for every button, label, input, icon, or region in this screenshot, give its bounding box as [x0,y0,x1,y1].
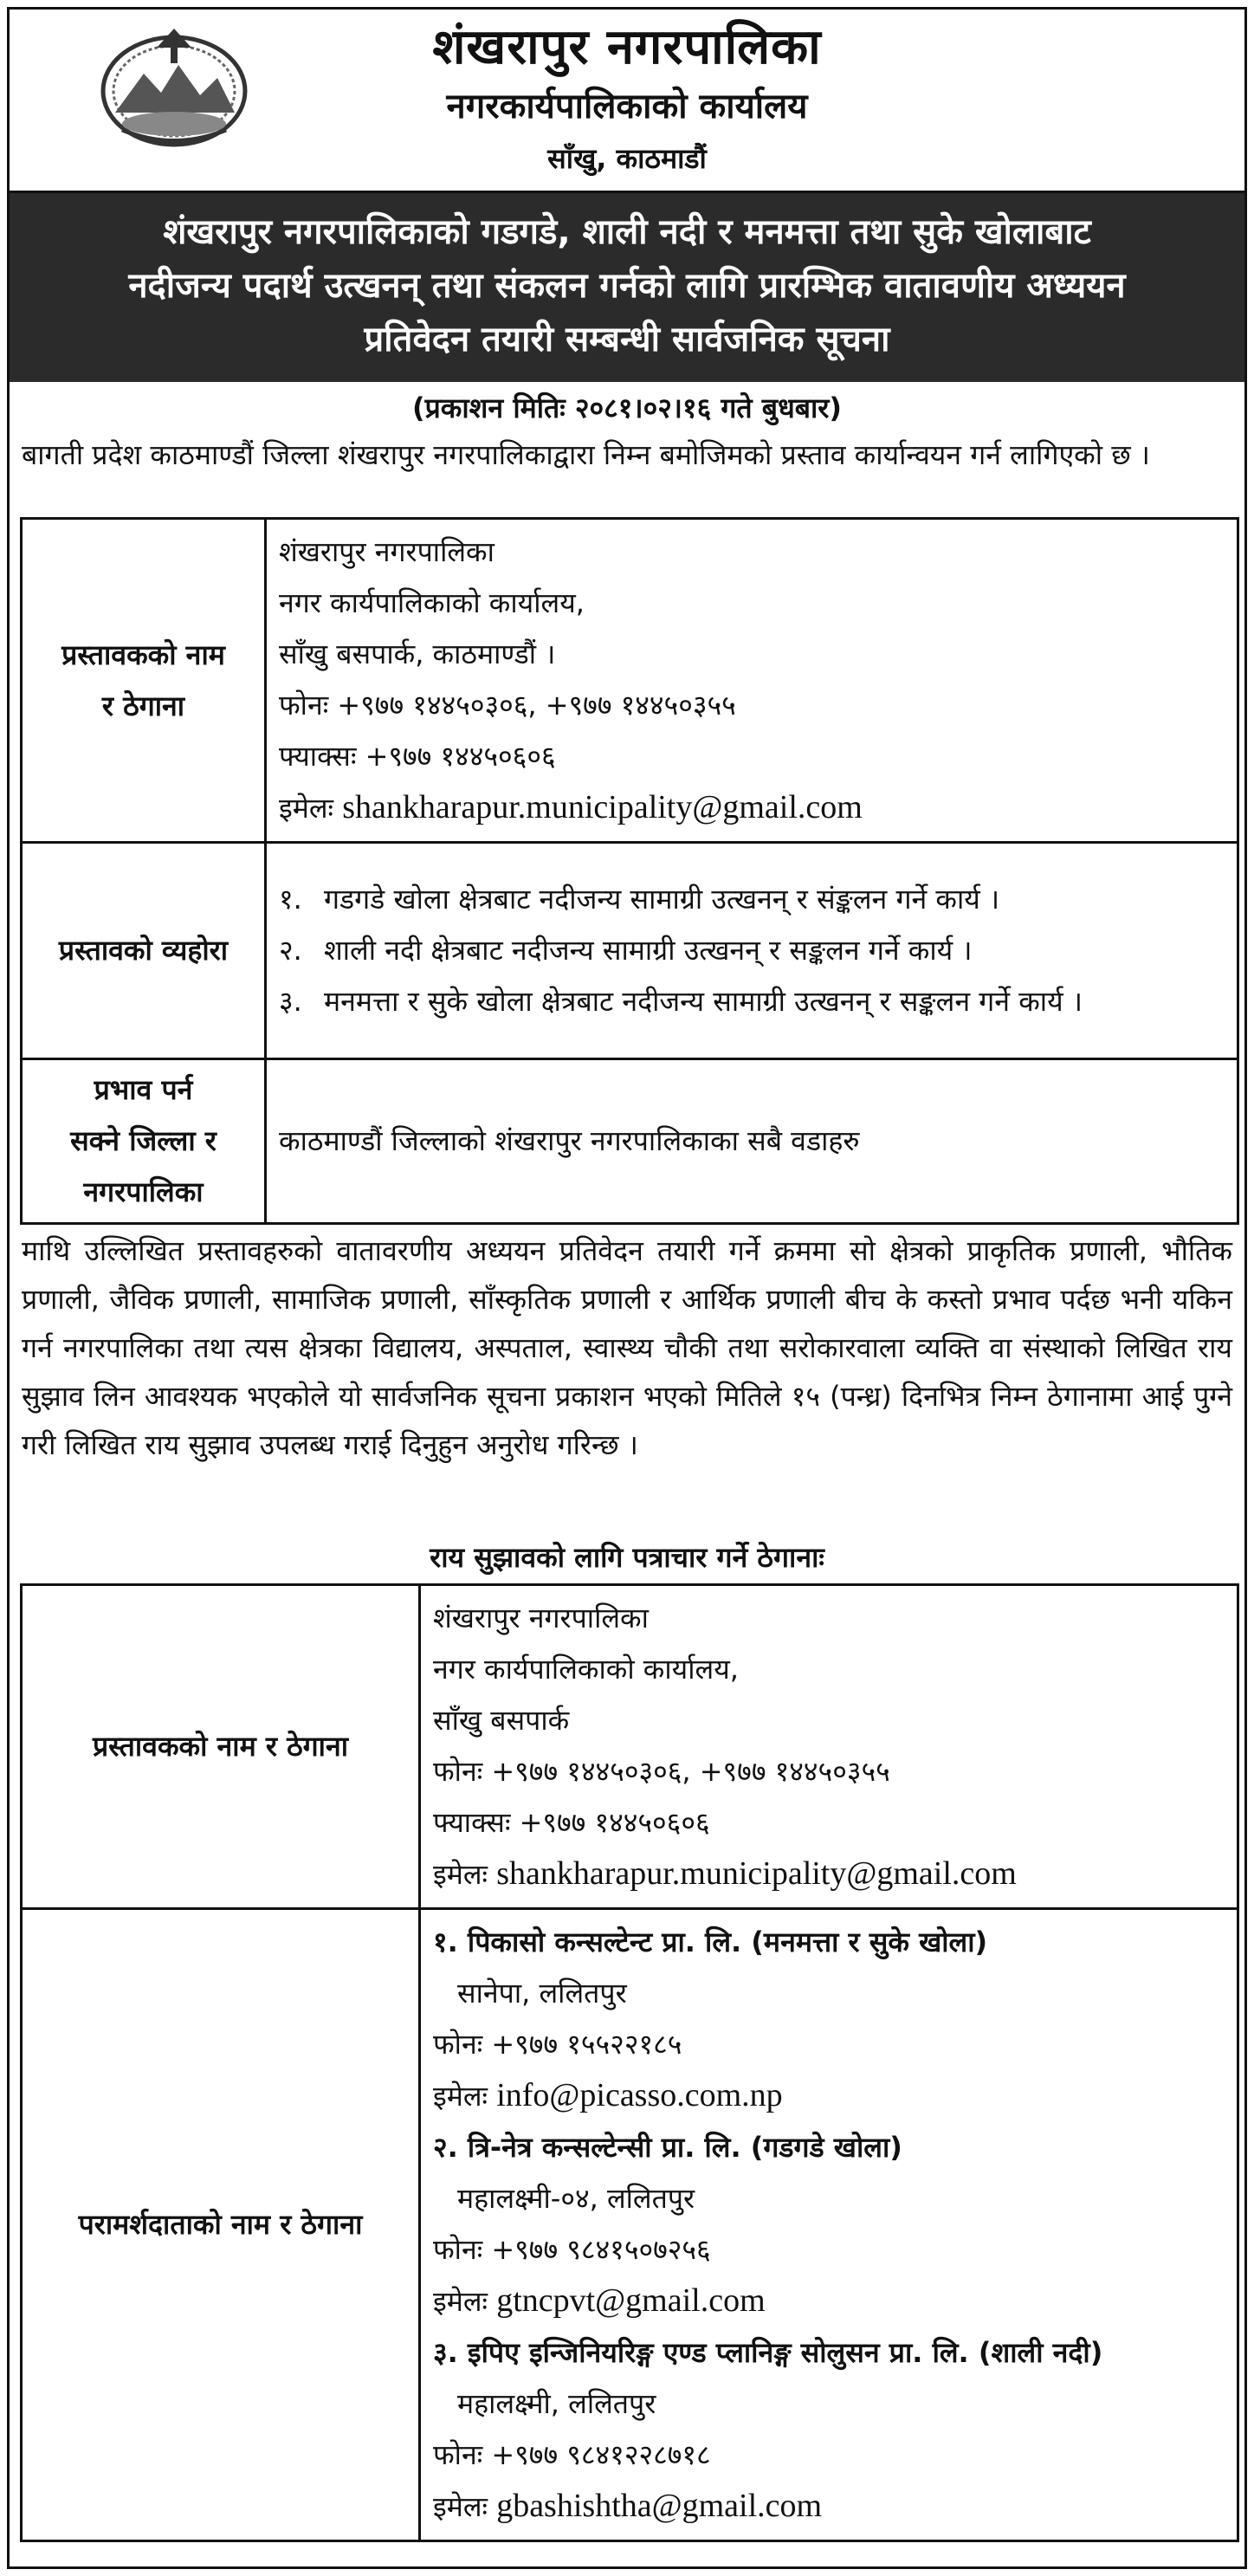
consultant-name: २. त्रि-नेत्र कन्सल्टेन्सी प्रा. लि. (गडगडे खोला) [433,2131,902,2164]
body-paragraph: माथि उल्लिखित प्रस्तावहरुको वातावरणीय अध्ययन प्रतिवेदन तयारी गर्ने क्रममा सो क्षेत्रको प्राकृतिक प्रणाली, भौतिक प्रणाली, जैविक प्रणाली, सामाजिक प्रणाली, साँस्कृतिक प्रणाली र आर्थिक प्रणाली बीच के कस्तो प्रभाव पर्दछ भनी यकिन गर्न नगरपालिका तथा त्यस क्षेत्रका विद्यालय, अस्पताल, स्वास्थ्य चौकी तथा सरोकारवाला व्यक्ति वा संस्थाको लिखित राय सुझाव लिन आवश्यक भएकोले यो सार्वजनिक सूचना प्रकाशन भएको मितिले १५ (पन्ध्र) दिनभित्र निम्न ठेगानामा आई पुग्ने गरी लिखित राय सुझाव उपलब्ध गराई दिनुहुन अनुरोध गरिन्छ । [22,1234,1232,1461]
header [10,10,1244,193]
proposer-email-row [279,782,1225,834]
intro-paragraph: बागती प्रदेश काठमाण्डौं जिल्ला शंखरापुर नगरपालिकाद्वारा निम्न बमोजिमको प्रस्ताव कार्यान्वयन गर्न लागिएको छ । [22,438,1150,471]
contact-proposer-row [22,1585,1238,1909]
office-location: साँखु, काठमाडौं [547,142,707,175]
consultant-email: gbashishtha@gmail.com [496,2488,823,2524]
consultant-name: ३. इपिए इन्जिनियरिङ्ग एण्ड प्लानिङ्ग सोलुसन प्रा. लि. (शाली नदी) [433,2336,1103,2369]
affected-label [22,1059,266,1224]
consultants-row [22,1909,1238,2541]
consultant-address: सानेपा, ललितपुर [457,1977,627,2010]
contact-proposer-label: प्रस्तावकको नाम र ठेगाना [22,1585,420,1909]
proposer-label-line-1: प्रस्तावकको नाम [61,638,225,671]
contact-table [20,1583,1239,2542]
affected-row [22,1059,1238,1224]
consultant-email-row [433,2070,1225,2122]
consultant-email-row [433,2481,1225,2533]
contact-proposer-line: नगर कार्यपालिकाको कार्यालय, [433,1653,739,1686]
item-text: गडगडे खोला क्षेत्रबाट नदीजन्य सामाग्री उत्खनन् र संङ्कलन गर्ने कार्य । [324,883,1000,916]
consultant-email-row [433,2275,1225,2327]
office-name: नगरकार्यपालिकाको कार्यालय [446,87,808,126]
contact-proposer-phone: फोनः +९७७ १४४५०३०६, +९७७ १४४५०३५५ [433,1755,890,1788]
consultant-phone: फोनः +९७७ ९८४१२२८७१८ [433,2438,711,2471]
notice-page [7,7,1247,2569]
org-name: शंखरापुर नगरपालिका [432,19,822,75]
email-label: इमेलः [433,1858,488,1891]
affected-area: काठमाण्डौं जिल्लाको शंखरापुर नगरपालिकाका सबै वडाहरु [266,1059,1238,1224]
item-number: १. [279,883,302,916]
consultant-email: gtncpvt@gmail.com [496,2282,766,2319]
proposal-table [20,517,1239,1225]
list-item [279,874,1225,925]
item-text: शाली नदी क्षेत्रबाट नदीजन्य सामाग्री उत्खनन् र सङ्कलन गर्ने कार्य । [324,934,973,967]
email-label: इमेलः [279,792,334,825]
item-number: २. [279,934,302,967]
description-row [22,843,1238,1059]
proposer-email: shankharapur.municipality@gmail.com [342,789,863,825]
consultant-address: महालक्ष्मी-०४, ललितपुर [457,2182,695,2215]
list-item [279,925,1225,976]
contact-proposer-line: शंखरापुर नगरपालिका [433,1602,649,1634]
contact-proposer-fax: फ्याक्सः +९७७ १४४५०६०६ [433,1806,710,1839]
contact-heading: राय सुझावको लागि पत्राचार गर्ने ठेगानाः [430,1541,824,1574]
contact-proposer-email: shankharapur.municipality@gmail.com [496,1855,1017,1892]
proposer-line: नगर कार्यपालिकाको कार्यालय, [279,586,585,619]
notice-title-line-3: प्रतिवेदन तयारी सम्बन्धी सार्वजनिक सूचना [364,320,890,359]
publication-date: (प्रकाशन मितिः २०८१।०२।१६ गते बुधबार) [411,392,843,424]
affected-label-line-1: प्रभाव पर्न [94,1073,193,1106]
contact-proposer-line: साँखु बसपार्क [433,1704,570,1737]
contact-proposer-email-row [433,1848,1225,1900]
proposer-line: साँखु बसपार्क, काठमाण्डौं । [279,638,556,670]
consultant-phone: फोनः +९७७ ९८४१५०७२५६ [433,2233,711,2266]
affected-label-line-2: सक्ने जिल्ला र [70,1124,217,1157]
consultants-list [420,1909,1238,2541]
proposer-label [22,519,266,843]
consultants-label: परामर्शदाताको नाम र ठेगाना [22,1909,420,2541]
proposer-label-line-2: र ठेगाना [101,689,185,722]
description-label: प्रस्तावको व्यहोरा [22,843,266,1059]
consultant-name: १. पिकासो कन्सल्टेन्ट प्रा. लि. (मनमत्ता र सुके खोला) [433,1926,988,1958]
proposer-row [22,519,1238,843]
item-number: ३. [279,985,302,1018]
notice-title-line-2: नदीजन्य पदार्थ उत्खनन् तथा संकलन गर्नको लागि प्रारम्भिक वातावणीय अध्ययन [128,266,1126,306]
nepal-emblem-icon [96,22,252,152]
item-text: मनमत्ता र सुके खोला क्षेत्रबाट नदीजन्य सामाग्री उत्खनन् र सङ्कलन गर्ने कार्य । [324,985,1083,1018]
email-label: इमेलः [433,2285,488,2318]
email-label: इमेलः [433,2080,488,2113]
notice-title [10,193,1244,382]
proposer-phone: फोनः +९७७ १४४५०३०६, +९७७ १४४५०३५५ [279,689,736,722]
description-list [266,843,1238,1059]
consultant-address: महालक्ष्मी, ललितपुर [457,2387,656,2420]
contact-proposer-details [420,1585,1238,1909]
consultant-phone: फोनः +९७७ १५५२२१८५ [433,2028,682,2061]
email-label: इमेलः [433,2490,488,2523]
notice-title-line-1: शंखरापुर नगरपालिकाको गडगडे, शाली नदी र मनमत्ता तथा सुके खोलाबाट [163,212,1091,252]
proposer-line: शंखरापुर नगरपालिका [279,535,494,568]
affected-label-line-3: नगरपालिका [83,1175,204,1208]
proposer-fax: फ्याक्सः +९७७ १४४५०६०६ [279,740,556,773]
proposer-details [266,519,1238,843]
list-item [279,976,1225,1027]
consultant-email: info@picasso.com.np [496,2077,783,2113]
